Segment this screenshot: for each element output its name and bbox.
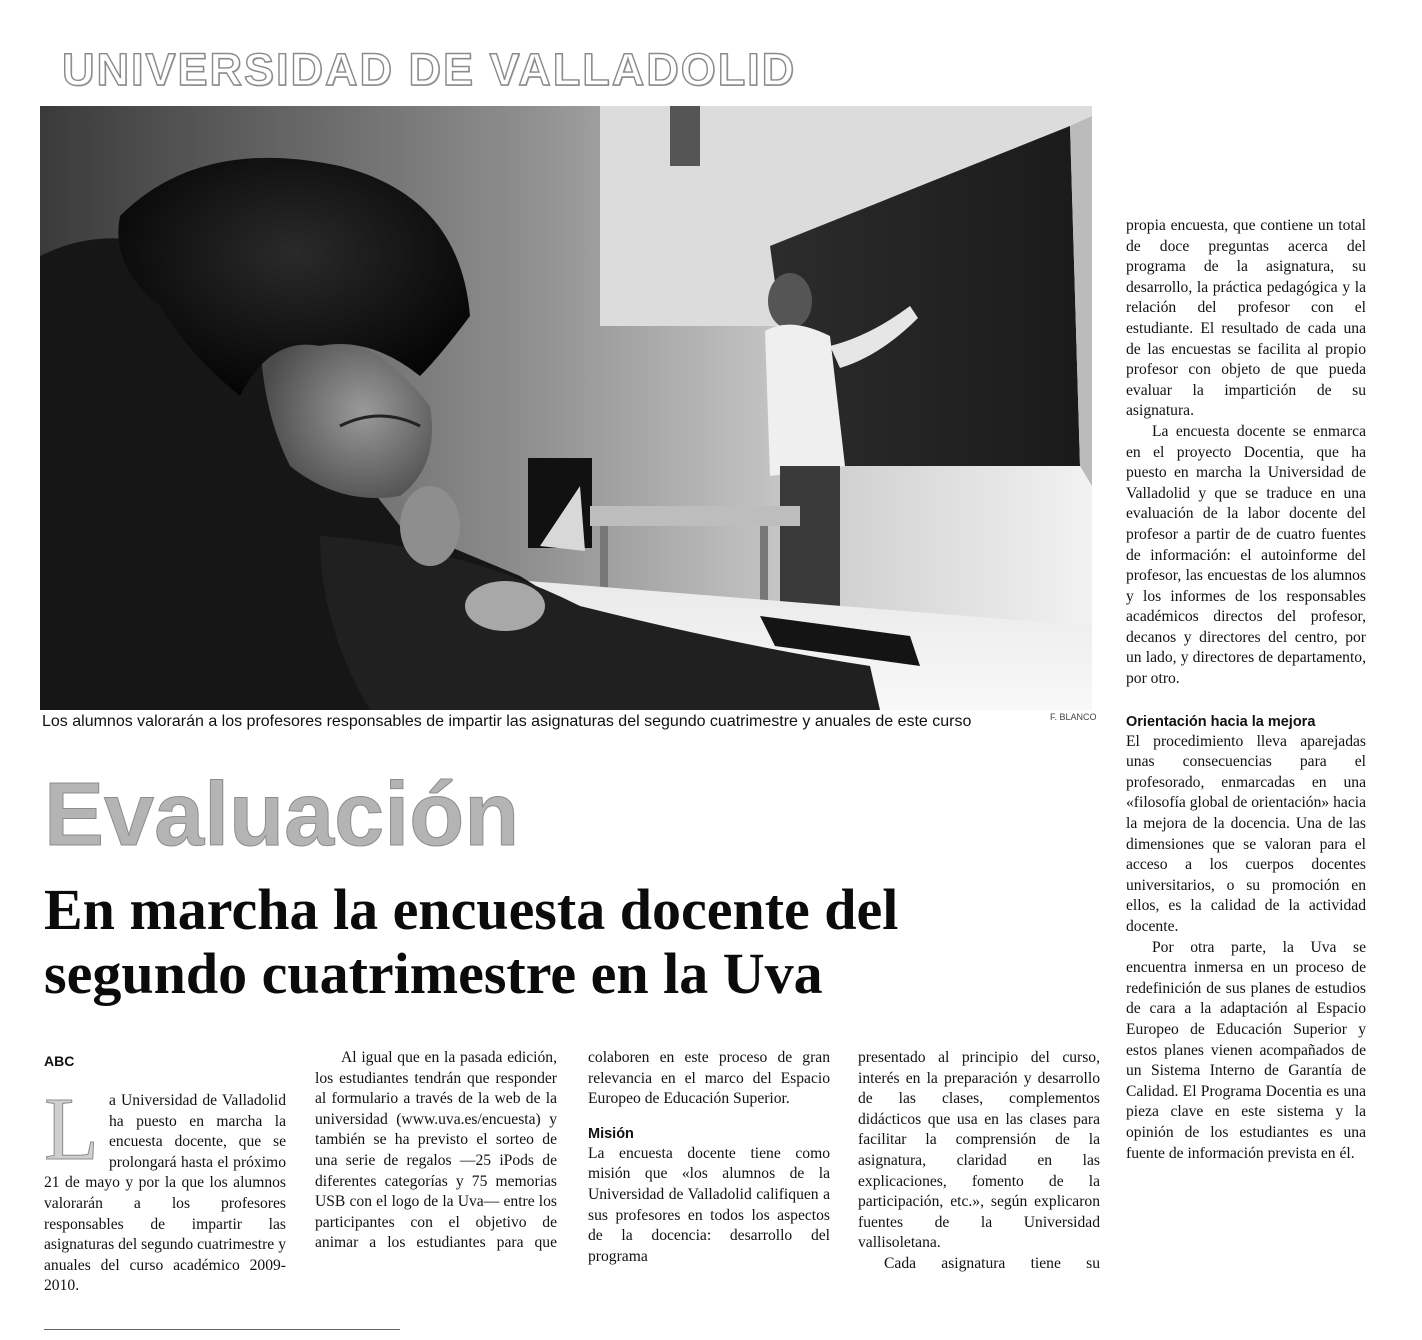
classroom-photo-illustration bbox=[40, 106, 1092, 710]
body-column-2 bbox=[315, 1048, 557, 1254]
photo-caption: Los alumnos valorarán a los profesores responsables de impartir las asignaturas del segundo cuatrimestre y anuales de este curso bbox=[42, 713, 972, 730]
subheading-orientacion: Orientación hacia la mejora bbox=[1126, 713, 1316, 730]
body-paragraph: La encuesta docente tiene como misión que «los alumnos de la Universidad de Valladolid califiquen a sus profesores en todos los aspectos de la docencia: desarrollo del programa bbox=[588, 1144, 830, 1265]
body-paragraph: presentado al principio del curso, interés en la preparación y desarrollo de las clases, complementos didácticos que usa en las clases para facilitar la comprensión de la asignatura, claridad en las explicaciones, fomento de la participación, etc.», según explicaron fuentes de la Universidad vallisoletana. bbox=[858, 1049, 1100, 1252]
article-headline: En marcha la encuesta docente del segundo cuatrimestre en la Uva bbox=[44, 877, 899, 1006]
bottom-rule bbox=[44, 1329, 400, 1330]
body-column-5 bbox=[1126, 216, 1366, 1164]
photo-credit: F. BLANCO bbox=[1050, 712, 1097, 722]
body-paragraph: La encuesta docente se enmarca en el proyecto Docentia, que ha puesto en marcha la Universidad de Valladolid y que se traduce en una evaluación de la labor docente del profesor a partir de de cuatro fuentes de información: el autoinforme del profesor, las encuestas de los alumnos y los informes de los responsables académicos directos del profesor, decanos y directores del centro, por un lado, y directores de departamento, por otro. bbox=[1126, 422, 1366, 688]
kicker-label: Evaluación bbox=[44, 765, 520, 865]
body-paragraph: Al igual que en la pasada edición, los estudiantes tendrán que responder al formulario a través de la web de la universidad (www.uva.es/encuesta) y también se ha previsto el sorteo de una serie de regalos —25 iPods de diferentes categorías y 75 memorias USB con el logo de la Uva— entre los participantes con el objetivo de animar a los estudiantes para que bbox=[315, 1049, 557, 1252]
body-column-4 bbox=[858, 1048, 1100, 1275]
body-paragraph: El procedimiento lleva aparejadas unas consecuencias para el profesorado, enmarcadas en una «filosofía global de orientación» hacia la mejora de la docencia. Una de las dimensiones que se valoran para el acceso a los cuerpos docentes universitarios, o su promoción en ellos, es la calidad de la actividad docente. bbox=[1126, 732, 1366, 935]
body-paragraph: Por otra parte, la Uva se encuentra inmersa en un proceso de redefinición de sus planes de estudios de cara a la adaptación al Espacio Europeo de Educación Superior y estos planes vienen acompañados de un Sistema Interno de Garantía de Calidad. El Programa Docentia es una pieza clave en este sistema y la opinión de los estudiantes es una fuente de información prevista en él. bbox=[1126, 938, 1366, 1162]
body-paragraph: Cada asignatura tiene su bbox=[884, 1254, 1100, 1272]
drop-cap: L bbox=[44, 1080, 99, 1179]
subheading-mision: Misión bbox=[588, 1125, 634, 1142]
body-paragraph: propia encuesta, que contiene un total de doce preguntas acerca del programa de la asignatura, su desarrollo, la práctica pedagógica y la relación del profesor con el estudiante. El resultado de cada una de las encuestas se facilita al propio profesor con objeto de que pueda evaluar la impartición de su asignatura. bbox=[1126, 217, 1366, 420]
body-paragraph: colaboren en este proceso de gran relevancia en el marco del Espacio Europeo de Educación Superior. bbox=[588, 1049, 830, 1108]
body-column-1 bbox=[44, 1080, 286, 1297]
byline: ABC bbox=[44, 1053, 75, 1069]
body-paragraph: a Universidad de Valladolid ha puesto en marcha la encuesta docente, que se prolongará hasta el próximo 21 de mayo y por la que los alumnos valorarán a los profesores responsables de impartir las asignaturas del segundo cuatrimestre y anuales del curso académico 2009-2010. bbox=[44, 1092, 286, 1295]
section-heading: UNIVERSIDAD DE VALLADOLID bbox=[62, 44, 797, 95]
body-column-3 bbox=[588, 1048, 830, 1267]
article-photo bbox=[40, 106, 1092, 710]
